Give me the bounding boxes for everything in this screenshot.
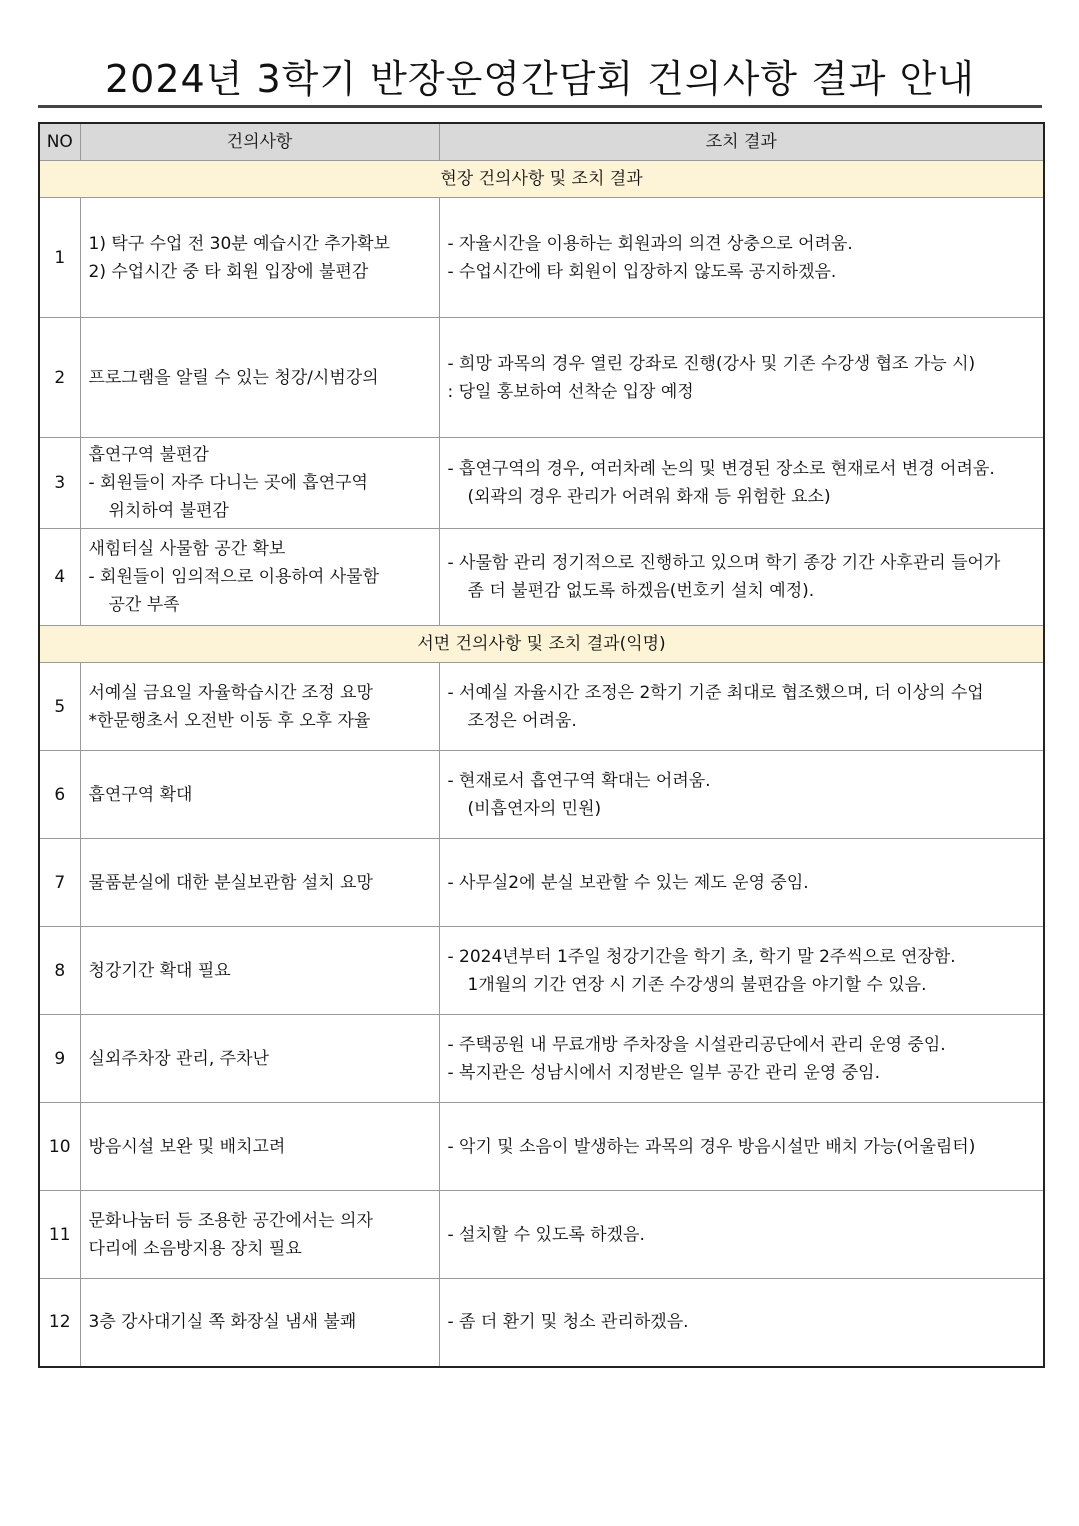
section-title: 현장 건의사항 및 조치 결과: [39, 161, 1044, 198]
table-row: [39, 438, 1044, 529]
suggestion-cell: [80, 1015, 439, 1103]
result-line: (외곽의 경우 관리가 어려워 화재 등 위험한 요소): [467, 487, 831, 507]
result-cell: [439, 1279, 1044, 1367]
result-cell: [439, 438, 1044, 529]
header-result: 조치 결과: [439, 123, 1044, 161]
row-number: 7: [39, 839, 80, 927]
result-line: - 복지관은 성남시에서 지정받은 일부 공간 관리 운영 중임.: [447, 1062, 880, 1083]
table-row: [39, 839, 1044, 927]
header-no: NO: [39, 123, 80, 161]
suggestion-line: 문화나눔터 등 조용한 공간에서는 의자: [88, 1210, 373, 1231]
suggestion-line: 다리에 소음방지용 장치 필요: [88, 1238, 302, 1259]
suggestion-cell: [80, 663, 439, 751]
row-number: 9: [39, 1015, 80, 1103]
suggestion-line: 3층 강사대기실 쪽 화장실 냄새 불쾌: [88, 1312, 357, 1333]
section-header-written: [39, 626, 1044, 663]
suggestion-line: 위치하여 불편감: [108, 501, 229, 521]
table-row: [39, 198, 1044, 318]
suggestion-line: 2) 수업시간 중 타 회원 입장에 불편감: [88, 261, 369, 282]
section-header-onsite: [39, 161, 1044, 198]
result-line: - 악기 및 소음이 발생하는 과목의 경우 방음시설만 배치 가능(어울림터): [447, 1136, 976, 1157]
row-number: 8: [39, 927, 80, 1015]
table-row: [39, 1103, 1044, 1191]
result-cell: [439, 663, 1044, 751]
row-number: 12: [39, 1279, 80, 1367]
result-line: - 현재로서 흡연구역 확대는 어려움.: [447, 770, 711, 791]
result-cell: [439, 839, 1044, 927]
suggestions-table: [38, 122, 1045, 1368]
suggestion-cell: [80, 1191, 439, 1279]
suggestion-cell: [80, 198, 439, 318]
suggestion-cell: [80, 318, 439, 438]
suggestion-line: 흡연구역 불편감: [88, 445, 209, 465]
table-row: [39, 318, 1044, 438]
suggestion-line: 1) 탁구 수업 전 30분 예습시간 추가확보: [88, 233, 390, 254]
table-row: [39, 751, 1044, 839]
table-row: [39, 1279, 1044, 1367]
section-title: 서면 건의사항 및 조치 결과(익명): [39, 626, 1044, 663]
header-suggestion: 건의사항: [80, 123, 439, 161]
result-line: - 수업시간에 타 회원이 입장하지 않도록 공지하겠음.: [447, 261, 837, 282]
suggestion-line: - 회원들이 자주 다니는 곳에 흡연구역: [88, 473, 368, 493]
suggestion-cell: [80, 751, 439, 839]
row-number: 6: [39, 751, 80, 839]
result-cell: [439, 1015, 1044, 1103]
result-cell: [439, 529, 1044, 626]
table-header-row: [39, 123, 1044, 161]
suggestion-cell: [80, 927, 439, 1015]
table-row: [39, 1015, 1044, 1103]
suggestion-line: 흡연구역 확대: [88, 784, 193, 805]
suggestion-line: 새힘터실 사물함 공간 확보: [88, 539, 286, 559]
table-row: [39, 927, 1044, 1015]
row-number: 10: [39, 1103, 80, 1191]
result-line: - 주택공원 내 무료개방 주차장을 시설관리공단에서 관리 운영 중임.: [447, 1034, 946, 1055]
suggestion-cell: [80, 438, 439, 529]
suggestion-cell: [80, 529, 439, 626]
result-line: - 자율시간을 이용하는 회원과의 의견 상충으로 어려움.: [447, 233, 853, 254]
result-line: - 흡연구역의 경우, 여러차례 논의 및 변경된 장소로 현재로서 변경 어려움.: [447, 459, 995, 479]
result-line: - 서예실 자율시간 조정은 2학기 기준 최대로 협조했으며, 더 이상의 수업: [447, 682, 984, 703]
result-cell: [439, 751, 1044, 839]
result-line: - 사무실2에 분실 보관할 수 있는 제도 운영 중임.: [447, 872, 809, 893]
suggestion-line: 실외주차장 관리, 주차난: [88, 1048, 269, 1069]
suggestion-line: *한문행초서 오전반 이동 후 오후 자율: [88, 710, 371, 731]
result-line: 조정은 어려움.: [467, 710, 577, 731]
result-cell: [439, 318, 1044, 438]
result-line: - 좀 더 환기 및 청소 관리하겠음.: [447, 1312, 689, 1333]
result-line: : 당일 홍보하여 선착순 입장 예정: [447, 381, 694, 402]
result-line: (비흡연자의 민원): [467, 798, 602, 819]
suggestion-line: 물품분실에 대한 분실보관함 설치 요망: [88, 872, 373, 893]
result-line: - 희망 과목의 경우 열린 강좌로 진행(강사 및 기존 수강생 협조 가능 시): [447, 353, 976, 374]
row-number: 3: [39, 438, 80, 529]
suggestion-line: - 회원들이 임의적으로 이용하여 사물함: [88, 567, 380, 587]
suggestion-cell: [80, 839, 439, 927]
result-cell: [439, 198, 1044, 318]
row-number: 11: [39, 1191, 80, 1279]
suggestion-cell: [80, 1279, 439, 1367]
result-line: - 2024년부터 1주일 청강기간을 학기 초, 학기 말 2주씩으로 연장함.: [447, 946, 956, 967]
row-number: 5: [39, 663, 80, 751]
suggestion-line: 서예실 금요일 자율학습시간 조정 요망: [88, 682, 373, 703]
result-line: - 설치할 수 있도록 하겠음.: [447, 1224, 645, 1245]
result-cell: [439, 1103, 1044, 1191]
suggestion-cell: [80, 1103, 439, 1191]
page-title: 2024년 3학기 반장운영간담회 건의사항 결과 안내: [104, 57, 976, 101]
row-number: 1: [39, 198, 80, 318]
result-cell: [439, 927, 1044, 1015]
result-line: - 사물함 관리 정기적으로 진행하고 있으며 학기 종강 기간 사후관리 들어가: [447, 553, 1001, 573]
result-line: 1개월의 기간 연장 시 기존 수강생의 불편감을 야기할 수 있음.: [467, 974, 927, 995]
row-number: 4: [39, 529, 80, 626]
suggestion-line: 청강기간 확대 필요: [88, 960, 231, 981]
table-row: [39, 663, 1044, 751]
suggestion-line: 방음시설 보완 및 배치고려: [88, 1136, 286, 1157]
result-cell: [439, 1191, 1044, 1279]
suggestion-line: 프로그램을 알릴 수 있는 청강/시범강의: [88, 367, 379, 388]
suggestion-line: 공간 부족: [108, 595, 180, 615]
table-row: [39, 1191, 1044, 1279]
title-divider: [38, 105, 1042, 108]
table-row: [39, 529, 1044, 626]
row-number: 2: [39, 318, 80, 438]
result-line: 좀 더 불편감 없도록 하겠음(번호키 설치 예정).: [467, 581, 815, 601]
